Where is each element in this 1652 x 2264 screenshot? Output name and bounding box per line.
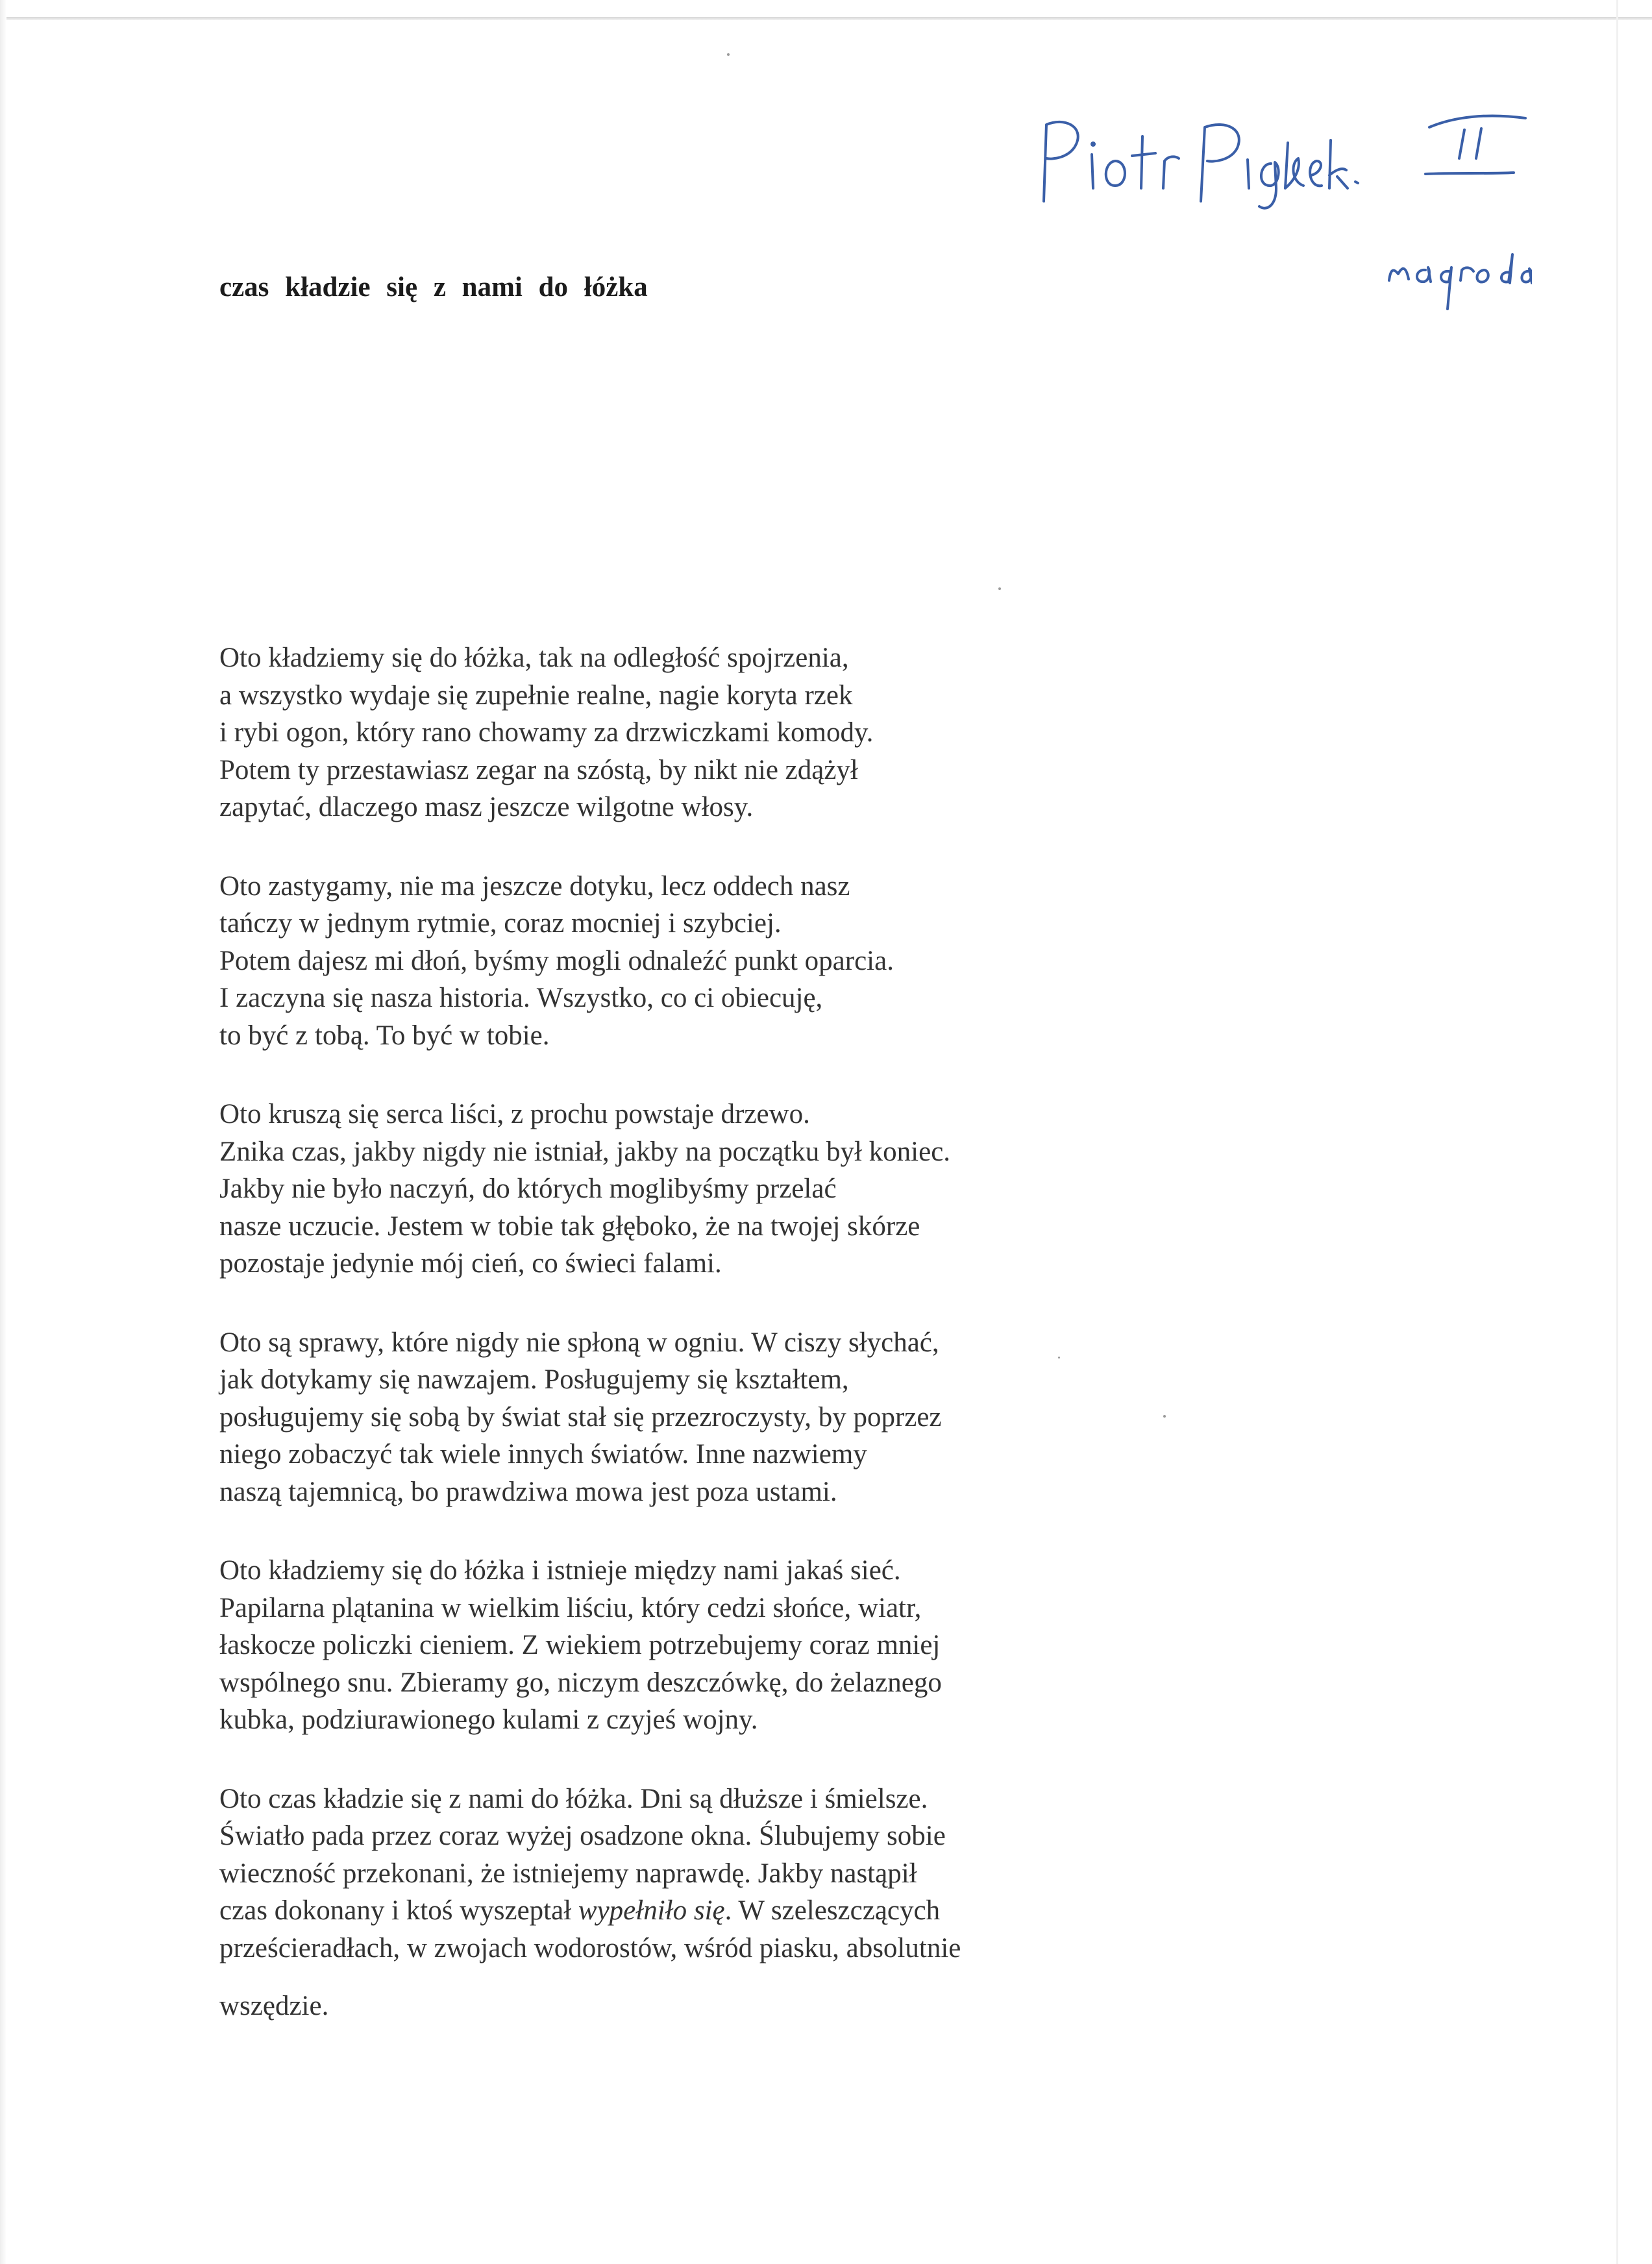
scan-speck <box>998 587 1001 590</box>
stanza <box>219 1324 1453 1511</box>
signature-stroke <box>1476 129 1481 158</box>
signature-stroke <box>1429 116 1525 127</box>
poem-line: naszą tajemnicą, bo prawdziwa mowa jest poza ustami. <box>219 1476 837 1507</box>
scan-right-edge <box>1616 0 1618 2264</box>
poem-line: Oto zastygamy, nie ma jeszcze dotyku, lecz oddech nasz <box>219 870 850 902</box>
signature-stroke <box>1259 162 1279 208</box>
poem-line: i rybi ogon, który rano chowamy za drzwiczkami komody. <box>219 717 874 748</box>
poem-line: prześcieradłach, w zwojach wodorostów, wśród piasku, absolutnie <box>219 1932 961 1963</box>
scan-speck <box>727 53 730 56</box>
handwritten-signature-drawing <box>1013 91 1532 363</box>
poem-line: wspólnego snu. Zbieramy go, niczym deszczówkę, do żelaznego <box>219 1667 942 1698</box>
scan-top-edge <box>0 17 1652 20</box>
poem-line: wieczność przekonani, że istniejemy naprawdę. Jakby nastąpił <box>219 1858 917 1889</box>
poem-line: jak dotykamy się nawzajem. Posługujemy się kształtem, <box>219 1364 849 1395</box>
signature-stroke <box>1389 269 1409 280</box>
stanza <box>219 1096 1453 1283</box>
signature-stroke <box>1092 143 1094 145</box>
poem-line: Potem dajesz mi dłoń, byśmy mogli odnaleźć punkt oparcia. <box>219 945 894 976</box>
final-word: wszędzie. <box>219 1991 329 2021</box>
poem-line: Znika czas, jakby nigdy nie istniał, jakby na początku był koniec. <box>219 1136 951 1167</box>
scan-left-shadow <box>0 0 6 2264</box>
poem-line: tańczy w jednym rytmie, coraz mocniej i szybciej. <box>219 908 782 939</box>
poem-line: Oto są sprawy, które nigdy nie spłoną w ogniu. W ciszy słychać, <box>219 1327 939 1358</box>
scan-speck <box>1058 1357 1060 1359</box>
signature-stroke <box>1459 130 1464 158</box>
signature-stroke <box>1355 182 1358 183</box>
poem-line: I zaczyna się nasza historia. Wszystko, co ci obiecuję, <box>219 983 823 1013</box>
signature-stroke <box>1201 125 1239 201</box>
poem-line: niego zobaczyć tak wiele innych światów. Inne nazwiemy <box>219 1439 867 1470</box>
signature-stroke <box>1477 270 1488 282</box>
signature-stroke <box>1522 269 1532 283</box>
poem-line: Papilarna plątanina w wielkim liściu, który cedzi słońce, wiatr, <box>219 1592 922 1623</box>
poem-line: łaskocze policzki cieniem. Z wiekiem potrzebujemy coraz mniej <box>219 1630 941 1660</box>
poem-line: posługujemy się sobą by świat stał się przezroczysty, by poprzez <box>219 1401 942 1433</box>
poem-text-fragment: . W szeleszczących <box>724 1895 941 1926</box>
signature-stroke <box>1310 161 1322 186</box>
poem-line: to być z tobą. To być w tobie. <box>219 1020 550 1051</box>
poem-line: pozostaje jedynie mój cień, co świeci falami. <box>219 1248 722 1279</box>
signature-stroke <box>1248 160 1249 188</box>
italic-phrase: wypełniło się <box>578 1895 725 1926</box>
poem-line: Oto kładziemy się do łóżka i istnieje między nami jakaś sieć. <box>219 1555 901 1586</box>
poem-line: Oto kruszą się serca liści, z prochu powstaje drzewo. <box>219 1099 810 1129</box>
signature-stroke <box>1329 140 1348 188</box>
poem-line: Światło pada przez coraz wyżej osadzone okna. Ślubujemy sobie <box>219 1821 946 1851</box>
signature-stroke <box>1501 254 1512 283</box>
poem-text-fragment: czas dokonany i ktoś wyszeptał <box>219 1895 578 1926</box>
poem-title: czas kładzie się z nami do łóżka <box>219 272 648 302</box>
stanza <box>219 1552 1453 1739</box>
signature-stroke <box>1132 136 1155 188</box>
poem-line: kubka, podziurawionego kulami z czyjeś wojny. <box>219 1704 758 1735</box>
signature-stroke <box>1461 267 1473 280</box>
poem-line-with-italic <box>219 1892 1453 1930</box>
poem-line: Oto czas kładzie się z nami do łóżka. Dni są dłuższe i śmielsze. <box>219 1783 928 1814</box>
stanza <box>219 1780 1453 2025</box>
signature-stroke <box>1441 267 1451 309</box>
stanza <box>219 639 1453 826</box>
poem-body <box>219 639 1453 2067</box>
poem-line: zapytać, dlaczego masz jeszcze wilgotne włosy. <box>219 792 754 822</box>
signature-stroke <box>1163 156 1179 188</box>
poem-line: Oto kładziemy się do łóżka, tak na odległość spojrzenia, <box>219 643 849 673</box>
poem-line: Potem ty przestawiasz zegar na szóstą, by nikt nie zdążył <box>219 754 858 785</box>
signature-stroke <box>1044 122 1078 201</box>
scan-speck <box>1163 1415 1166 1418</box>
signature-stroke <box>1106 161 1125 186</box>
handwritten-annotation <box>1013 91 1532 363</box>
poem-line: Jakby nie było naczyń, do których moglibyśmy przelać <box>219 1174 837 1204</box>
signature-stroke <box>1417 267 1431 282</box>
signature-stroke <box>1092 154 1093 188</box>
stanza <box>219 868 1453 1055</box>
poem-line: a wszystko wydaje się zupełnie realne, nagie koryta rzek <box>219 680 853 711</box>
signature-stroke <box>1425 173 1514 174</box>
signature-stroke <box>1285 143 1303 188</box>
poem-line: nasze uczucie. Jestem w tobie tak głęboko, że na twojej skórze <box>219 1211 920 1242</box>
